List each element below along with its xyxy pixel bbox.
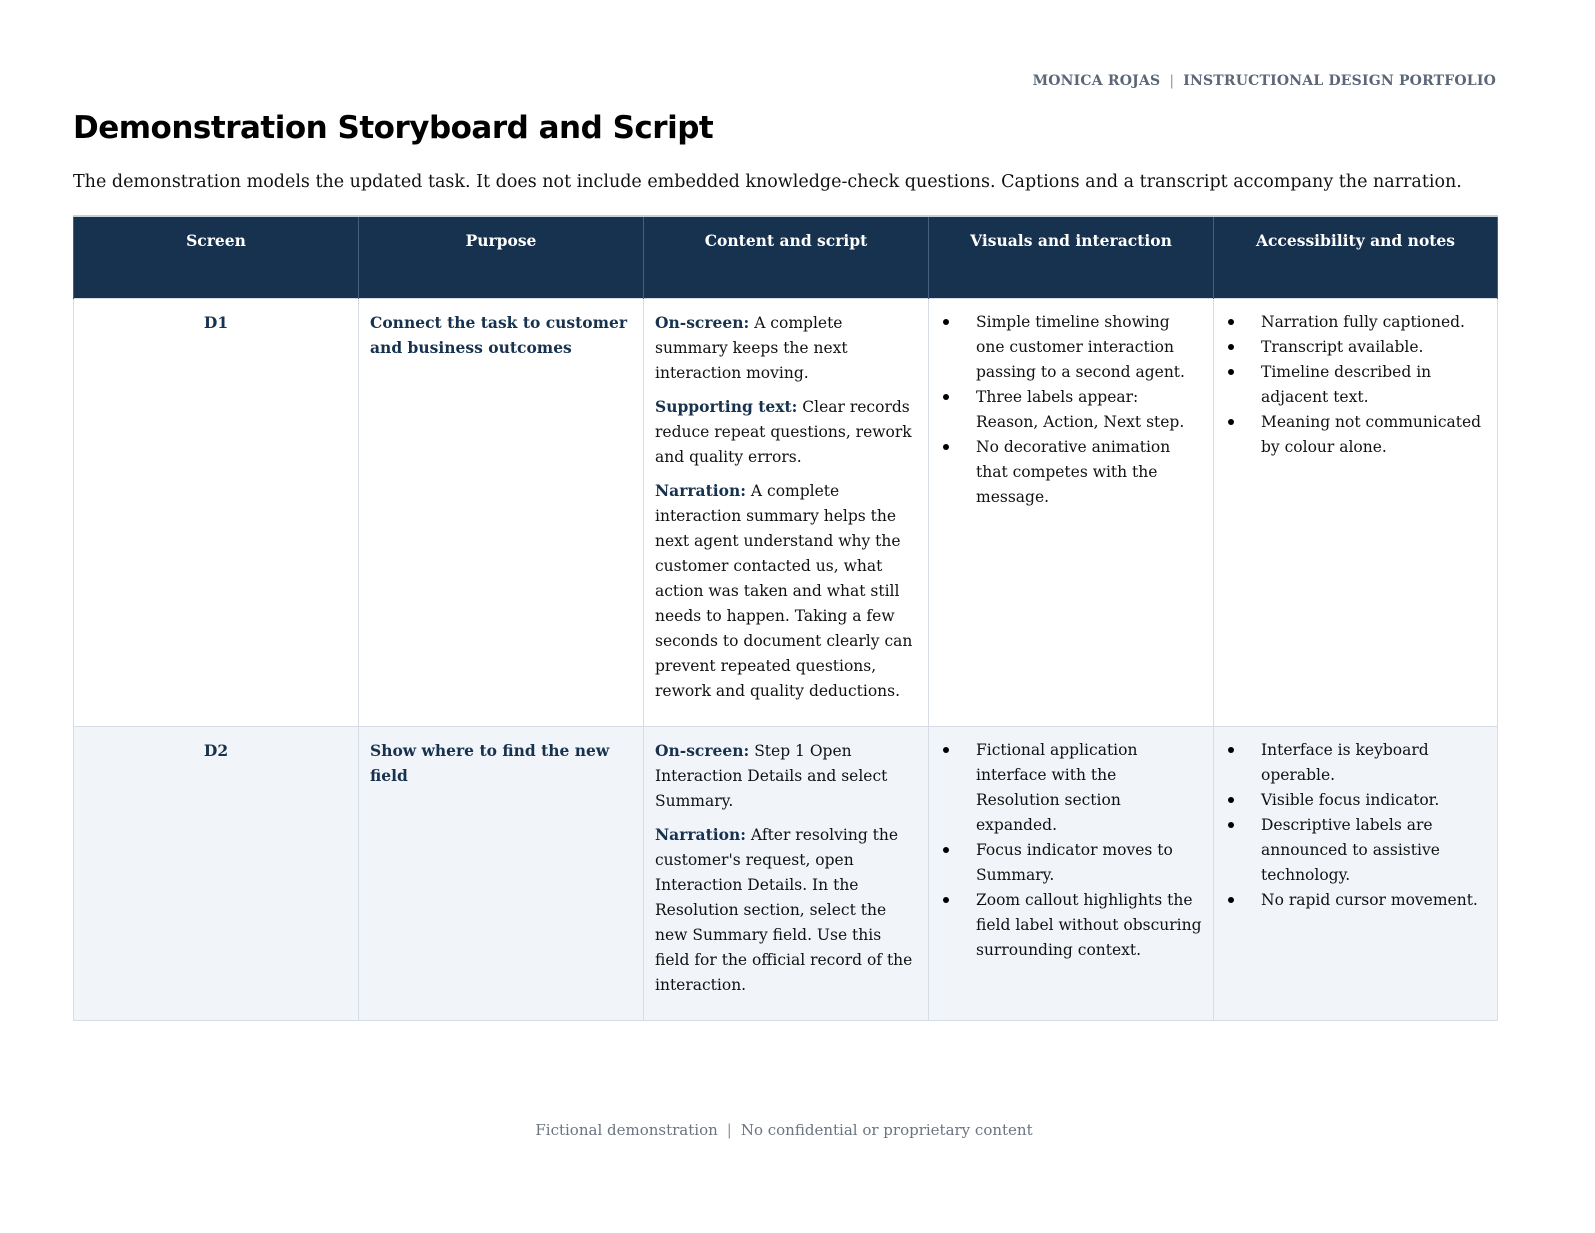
list-item: Zoom callout highlights the field label without obscuring surrounding context. <box>976 888 1202 963</box>
content-label: On-screen: <box>655 313 750 332</box>
list-item: Descriptive labels are announced to assistive technology. <box>1261 813 1486 888</box>
content-onscreen <box>655 738 917 814</box>
accessibility-list <box>1225 310 1486 460</box>
content-label: Narration: <box>655 825 746 844</box>
column-header-screen: Screen <box>74 216 359 299</box>
storyboard-table <box>73 215 1498 1021</box>
purpose-cell: Connect the task to customer and business outcomes <box>359 299 644 727</box>
page-footer <box>0 1121 1568 1139</box>
content-narration <box>655 822 917 998</box>
table-header-row <box>74 216 1498 299</box>
content-label: Narration: <box>655 481 746 500</box>
content-cell <box>644 299 929 727</box>
content-text: After resolving the customer's request, open Interaction Details. In the Resolution section, select the new Summary field. Use this field for the official record of the interaction. <box>655 826 913 994</box>
visuals-cell <box>929 727 1214 1021</box>
column-header-content: Content and script <box>644 216 929 299</box>
footer-left: Fictional demonstration <box>535 1121 718 1139</box>
screen-id: D2 <box>74 727 359 1021</box>
list-item: Timeline described in adjacent text. <box>1261 360 1486 410</box>
table-row <box>74 299 1498 727</box>
list-item: Focus indicator moves to Summary. <box>976 838 1202 888</box>
intro-paragraph: The demonstration models the updated task. It does not include embedded knowledge-check questions. Captions and a transcript accompany the narration. <box>73 172 1462 192</box>
content-text: Clear records reduce repeat questions, rework and quality errors. <box>655 398 912 466</box>
column-header-purpose: Purpose <box>359 216 644 299</box>
column-header-visuals: Visuals and interaction <box>929 216 1214 299</box>
list-item: No decorative animation that competes with the message. <box>976 435 1202 510</box>
content-cell <box>644 727 929 1021</box>
footer-right: No confidential or proprietary content <box>740 1121 1033 1139</box>
purpose-cell: Show where to find the new field <box>359 727 644 1021</box>
list-item: Visible focus indicator. <box>1261 788 1486 813</box>
header-separator: | <box>1169 73 1175 89</box>
content-text: Step 1 Open Interaction Details and select Summary. <box>655 742 888 810</box>
visuals-list <box>940 738 1202 963</box>
header-author: MONICA ROJAS <box>1032 73 1161 89</box>
table-row <box>74 727 1498 1021</box>
visuals-cell <box>929 299 1214 727</box>
list-item: Meaning not communicated by colour alone. <box>1261 410 1486 460</box>
list-item: No rapid cursor movement. <box>1261 888 1486 913</box>
content-text: A complete interaction summary helps the next agent understand why the customer contacted us, what action was taken and what still needs to happen. Taking a few seconds to document clearly can prevent repeated questions, rework and quality deductions. <box>655 482 913 700</box>
content-text: A complete summary keeps the next interaction moving. <box>655 314 848 382</box>
content-narration <box>655 478 917 704</box>
page-header <box>1033 73 1496 89</box>
list-item: Fictional application interface with the Resolution section expanded. <box>976 738 1202 838</box>
screen-id: D1 <box>74 299 359 727</box>
list-item: Simple timeline showing one customer interaction passing to a second agent. <box>976 310 1202 385</box>
content-onscreen <box>655 310 917 386</box>
accessibility-list <box>1225 738 1486 913</box>
column-header-accessibility: Accessibility and notes <box>1214 216 1498 299</box>
content-label: On-screen: <box>655 741 750 760</box>
list-item: Three labels appear: Reason, Action, Next step. <box>976 385 1202 435</box>
list-item: Narration fully captioned. <box>1261 310 1486 335</box>
content-supporting <box>655 394 917 470</box>
visuals-list <box>940 310 1202 510</box>
footer-separator: | <box>726 1121 732 1139</box>
accessibility-cell <box>1214 727 1498 1021</box>
content-label: Supporting text: <box>655 397 798 416</box>
list-item: Interface is keyboard operable. <box>1261 738 1486 788</box>
page-title: Demonstration Storyboard and Script <box>73 110 714 146</box>
list-item: Transcript available. <box>1261 335 1486 360</box>
accessibility-cell <box>1214 299 1498 727</box>
header-portfolio: INSTRUCTIONAL DESIGN PORTFOLIO <box>1183 73 1496 89</box>
